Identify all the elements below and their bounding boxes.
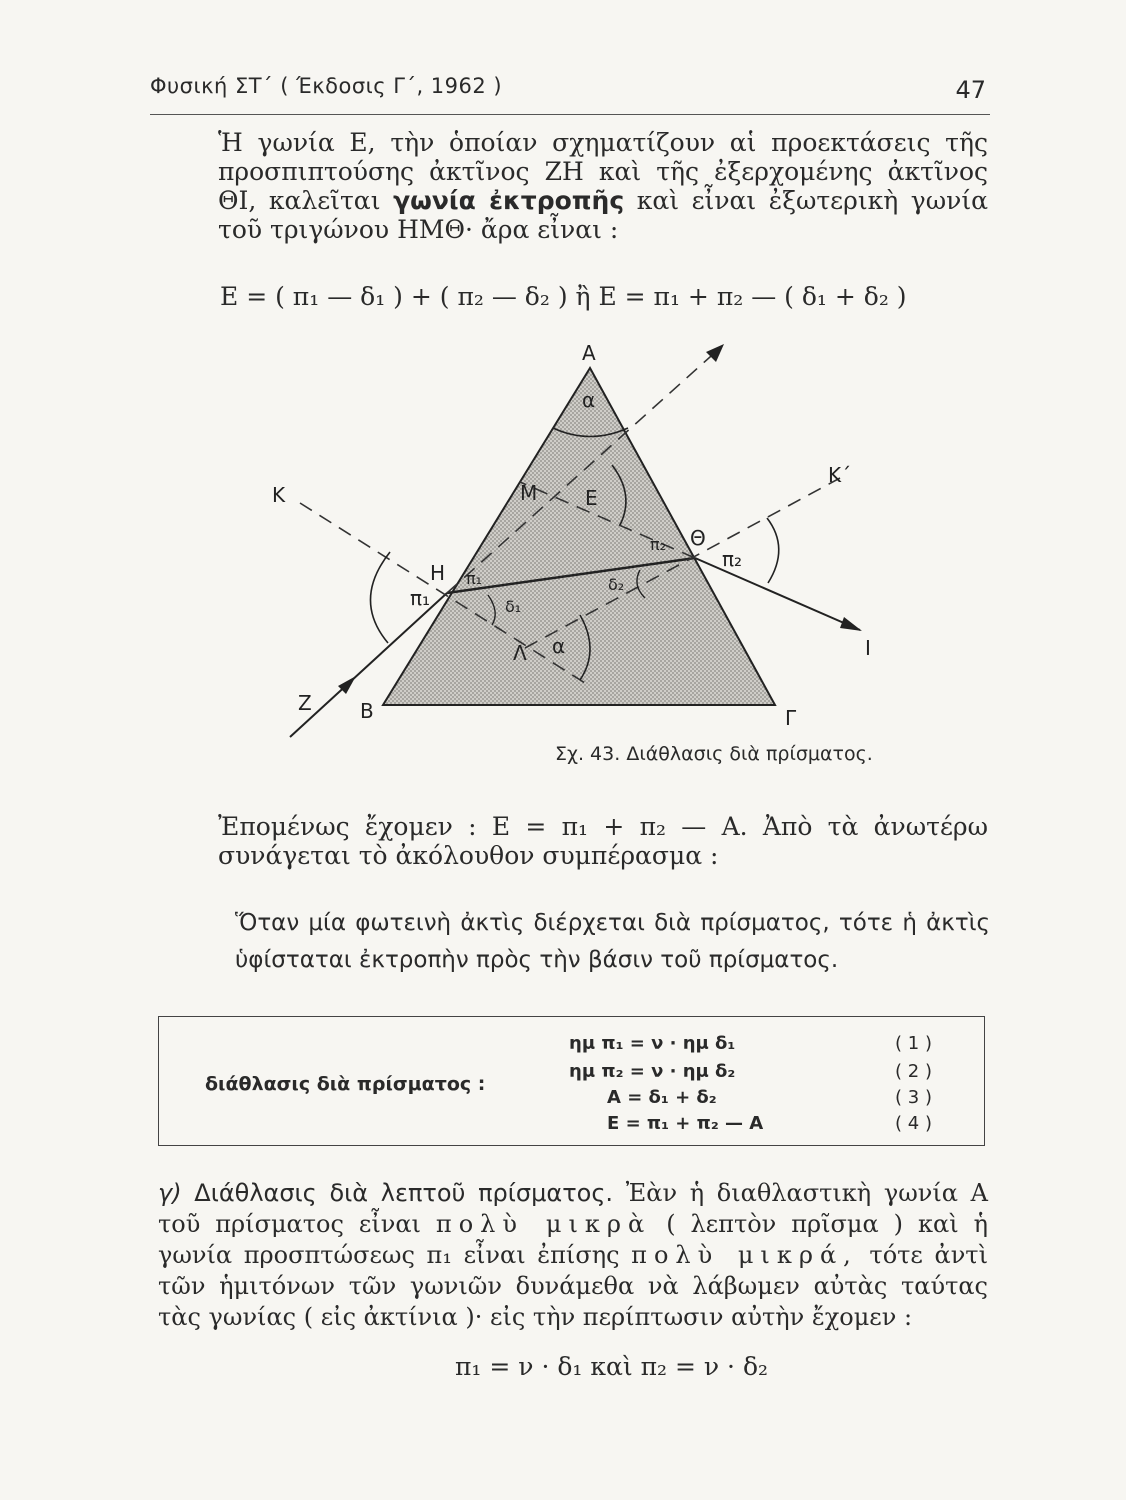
- equation-1-number: ( 1 ): [895, 1033, 932, 1054]
- emergent-arrow: [840, 617, 862, 631]
- page-number: 47: [955, 76, 986, 104]
- label-G: Γ: [785, 706, 797, 730]
- label-B: Β: [360, 699, 374, 723]
- label-pi2: π₂: [722, 547, 743, 571]
- paragraph-consequence: Ἐπομένως ἔχομεν : Ε = π₁ + π₂ — Α. Ἀπὸ τὰ ἀνωτέρω συνάγεται τὸ ἀκόλουθον συμπέρασμα :: [218, 812, 988, 870]
- label-pi1-small: π₁: [466, 569, 483, 588]
- section-marker: γ): [158, 1179, 182, 1207]
- extension-arrow: [706, 344, 724, 362]
- bold-term: γωνία ἐκτροπῆς: [393, 186, 625, 215]
- equation-3-number: ( 3 ): [895, 1087, 932, 1108]
- label-I: Ι: [865, 636, 871, 660]
- equation-2: ημ π₂ = ν · ημ δ₂: [569, 1061, 736, 1082]
- prism-triangle: [383, 368, 775, 705]
- section-text-3: τότε ἀντὶ τῶν ἡμιτόνων τῶν γωνιῶν δυνάμεθα νὰ λάβωμεν αὐτὰς ταύτας τὰς γωνίας ( εἰς ἀκτίνια )· εἰς τὴν περίπτωσιν αὐτὴν ἔχομεν :: [158, 1241, 988, 1331]
- label-delta1: δ₁: [505, 597, 522, 616]
- label-A: Α: [582, 341, 596, 365]
- equation-4-number: ( 4 ): [895, 1113, 932, 1134]
- label-pi1: π₁: [410, 586, 431, 610]
- label-K: Κ: [272, 483, 286, 507]
- section-thin-prism: [158, 1178, 988, 1333]
- label-pi2-small: π₂: [650, 535, 667, 554]
- figure-caption: Σχ. 43. Διάθλασις διὰ πρίσματος.: [555, 743, 873, 765]
- thin-prism-formula: π₁ = ν · δ₁ καὶ π₂ = ν · δ₂: [455, 1352, 769, 1381]
- label-alpha-top: α: [582, 388, 596, 412]
- label-Th: Θ: [690, 526, 706, 550]
- running-title: Φυσική ΣΤ΄ ( Έκδοσις Γ΄, 1962 ): [150, 74, 503, 98]
- summary-label: διάθλασις διὰ πρίσματος :: [205, 1073, 486, 1095]
- incidence-arc-left: [370, 552, 390, 643]
- label-L: Λ: [513, 641, 527, 665]
- label-alpha-low: α: [552, 634, 566, 658]
- equation-1: ημ π₁ = ν · ημ δ₁: [569, 1033, 736, 1054]
- label-H: Η: [430, 561, 446, 585]
- paragraph-text-cont: καὶ εἶναι ἐξωτερικὴ γωνία τοῦ τριγώνου ΗΜΘ· ἄρα εἶναι :: [218, 186, 989, 244]
- label-delta2: δ₂: [608, 575, 625, 594]
- emphasis-2: πολὺ μικρά,: [631, 1241, 858, 1269]
- section-text-2: ( λεπτὸν πρῖσμα ) καὶ ἡ γωνία προσπτώσεως π₁ εἶναι ἐπίσης: [158, 1210, 988, 1269]
- incidence-arc-right: [767, 518, 779, 583]
- equation-4: Ε = π₁ + π₂ — Α: [607, 1113, 764, 1134]
- deviation-formula: Ε = ( π₁ — δ₁ ) + ( π₂ — δ₂ ) ἢ Ε = π₁ + π₂ — ( δ₁ + δ₂ ): [220, 282, 907, 311]
- label-Kprime: Κ΄: [828, 463, 852, 487]
- paragraph-text: Ἡ γωνία Ε, τὴν ὁποίαν σχηματίζουν αἱ προεκτάσεις τῆς προσπιπτούσης ἀκτῖνος ΖΗ καὶ τῆς ἐξερχομένης ἀκτῖνος ΘΙ, καλεῖται: [218, 128, 988, 215]
- equation-3: Α = δ₁ + δ₂: [607, 1087, 717, 1108]
- equation-2-number: ( 2 ): [895, 1061, 932, 1082]
- label-E: Ε: [585, 486, 598, 510]
- label-Z: Ζ: [298, 691, 312, 715]
- emphasis-1: πολὺ μικρὰ: [435, 1210, 652, 1238]
- summary-box: [158, 1016, 985, 1146]
- conclusion-statement: Ὅταν μία φωτεινὴ ἀκτὶς διέρχεται διὰ πρίσματος, τότε ἡ ἀκτὶς ὑφίσταται ἐκτροπὴν πρὸς τὴν βάσιν τοῦ πρίσματος.: [235, 910, 990, 973]
- section-text-1: Ἐὰν ἡ διαθλαστικὴ γωνία Α τοῦ πρίσματος εἶναι: [158, 1179, 989, 1238]
- section-title: Διάθλασις διὰ λεπτοῦ πρίσματος.: [194, 1179, 614, 1207]
- label-M: Μ: [520, 481, 538, 505]
